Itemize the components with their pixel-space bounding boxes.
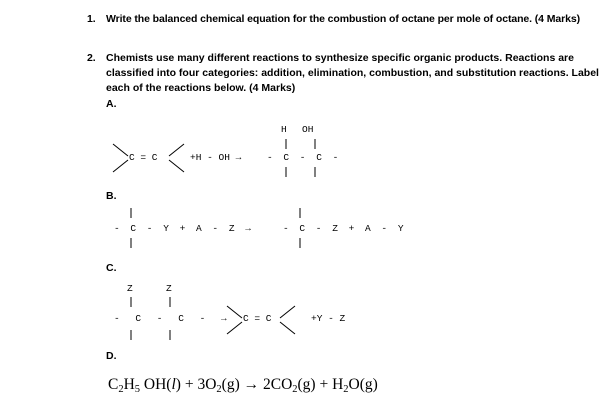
reaction-a-top-oh: OH — [302, 124, 314, 135]
bond-c-upper-left — [227, 306, 242, 318]
bond-a-upper-left — [113, 144, 128, 156]
q2-text: Chemists use many different reactions to synthesize specific organic products. Reactions are classified into four categories: addition, elimination, combustion, and substitution reactions. Label each of the reactions below. (4 Marks) — [106, 52, 599, 94]
reaction-a-top-h: H — [281, 124, 287, 135]
bond-a-upper-right — [169, 144, 184, 156]
reaction-a-label: A. — [106, 98, 117, 110]
reaction-c-reactant: - C - C - → — [114, 313, 227, 324]
q2-number: 2. — [87, 52, 96, 64]
bond-c-lower-right — [280, 322, 295, 334]
bond-a-lower-left — [113, 160, 128, 172]
reaction-b-right: - C - Z + A - Y — [283, 223, 404, 234]
q1-text: Write the balanced chemical equation for the combustion of octane per mole of octane. (4 Marks) — [106, 13, 580, 25]
reaction-c-top-z1: Z — [127, 283, 133, 294]
reaction-d-label: D. — [106, 350, 117, 362]
reaction-d-equation: $C_2H_5$ $OH(l) + 3O_2(g) \to 2CO_2(g) + H_2O(g)$ — [108, 376, 378, 395]
reaction-c-top-z2: Z — [166, 283, 172, 294]
reaction-a-product: - C - C - — [267, 152, 339, 163]
reaction-b-left: - C - Y + A - Z → — [114, 223, 251, 234]
reaction-b-label: B. — [106, 190, 117, 202]
reaction-c-byproduct: +Y - Z — [311, 313, 346, 324]
reaction-c-label: C. — [106, 262, 117, 274]
reaction-a-reagent: +H - OH → — [190, 152, 242, 163]
bond-a-lower-right — [169, 160, 184, 172]
reaction-a-alkene: C = C — [129, 152, 158, 163]
q1-number: 1. — [87, 13, 96, 25]
reaction-c-alkene: C = C — [243, 313, 272, 324]
bond-c-upper-right — [280, 306, 295, 318]
bond-c-lower-left — [227, 322, 242, 334]
